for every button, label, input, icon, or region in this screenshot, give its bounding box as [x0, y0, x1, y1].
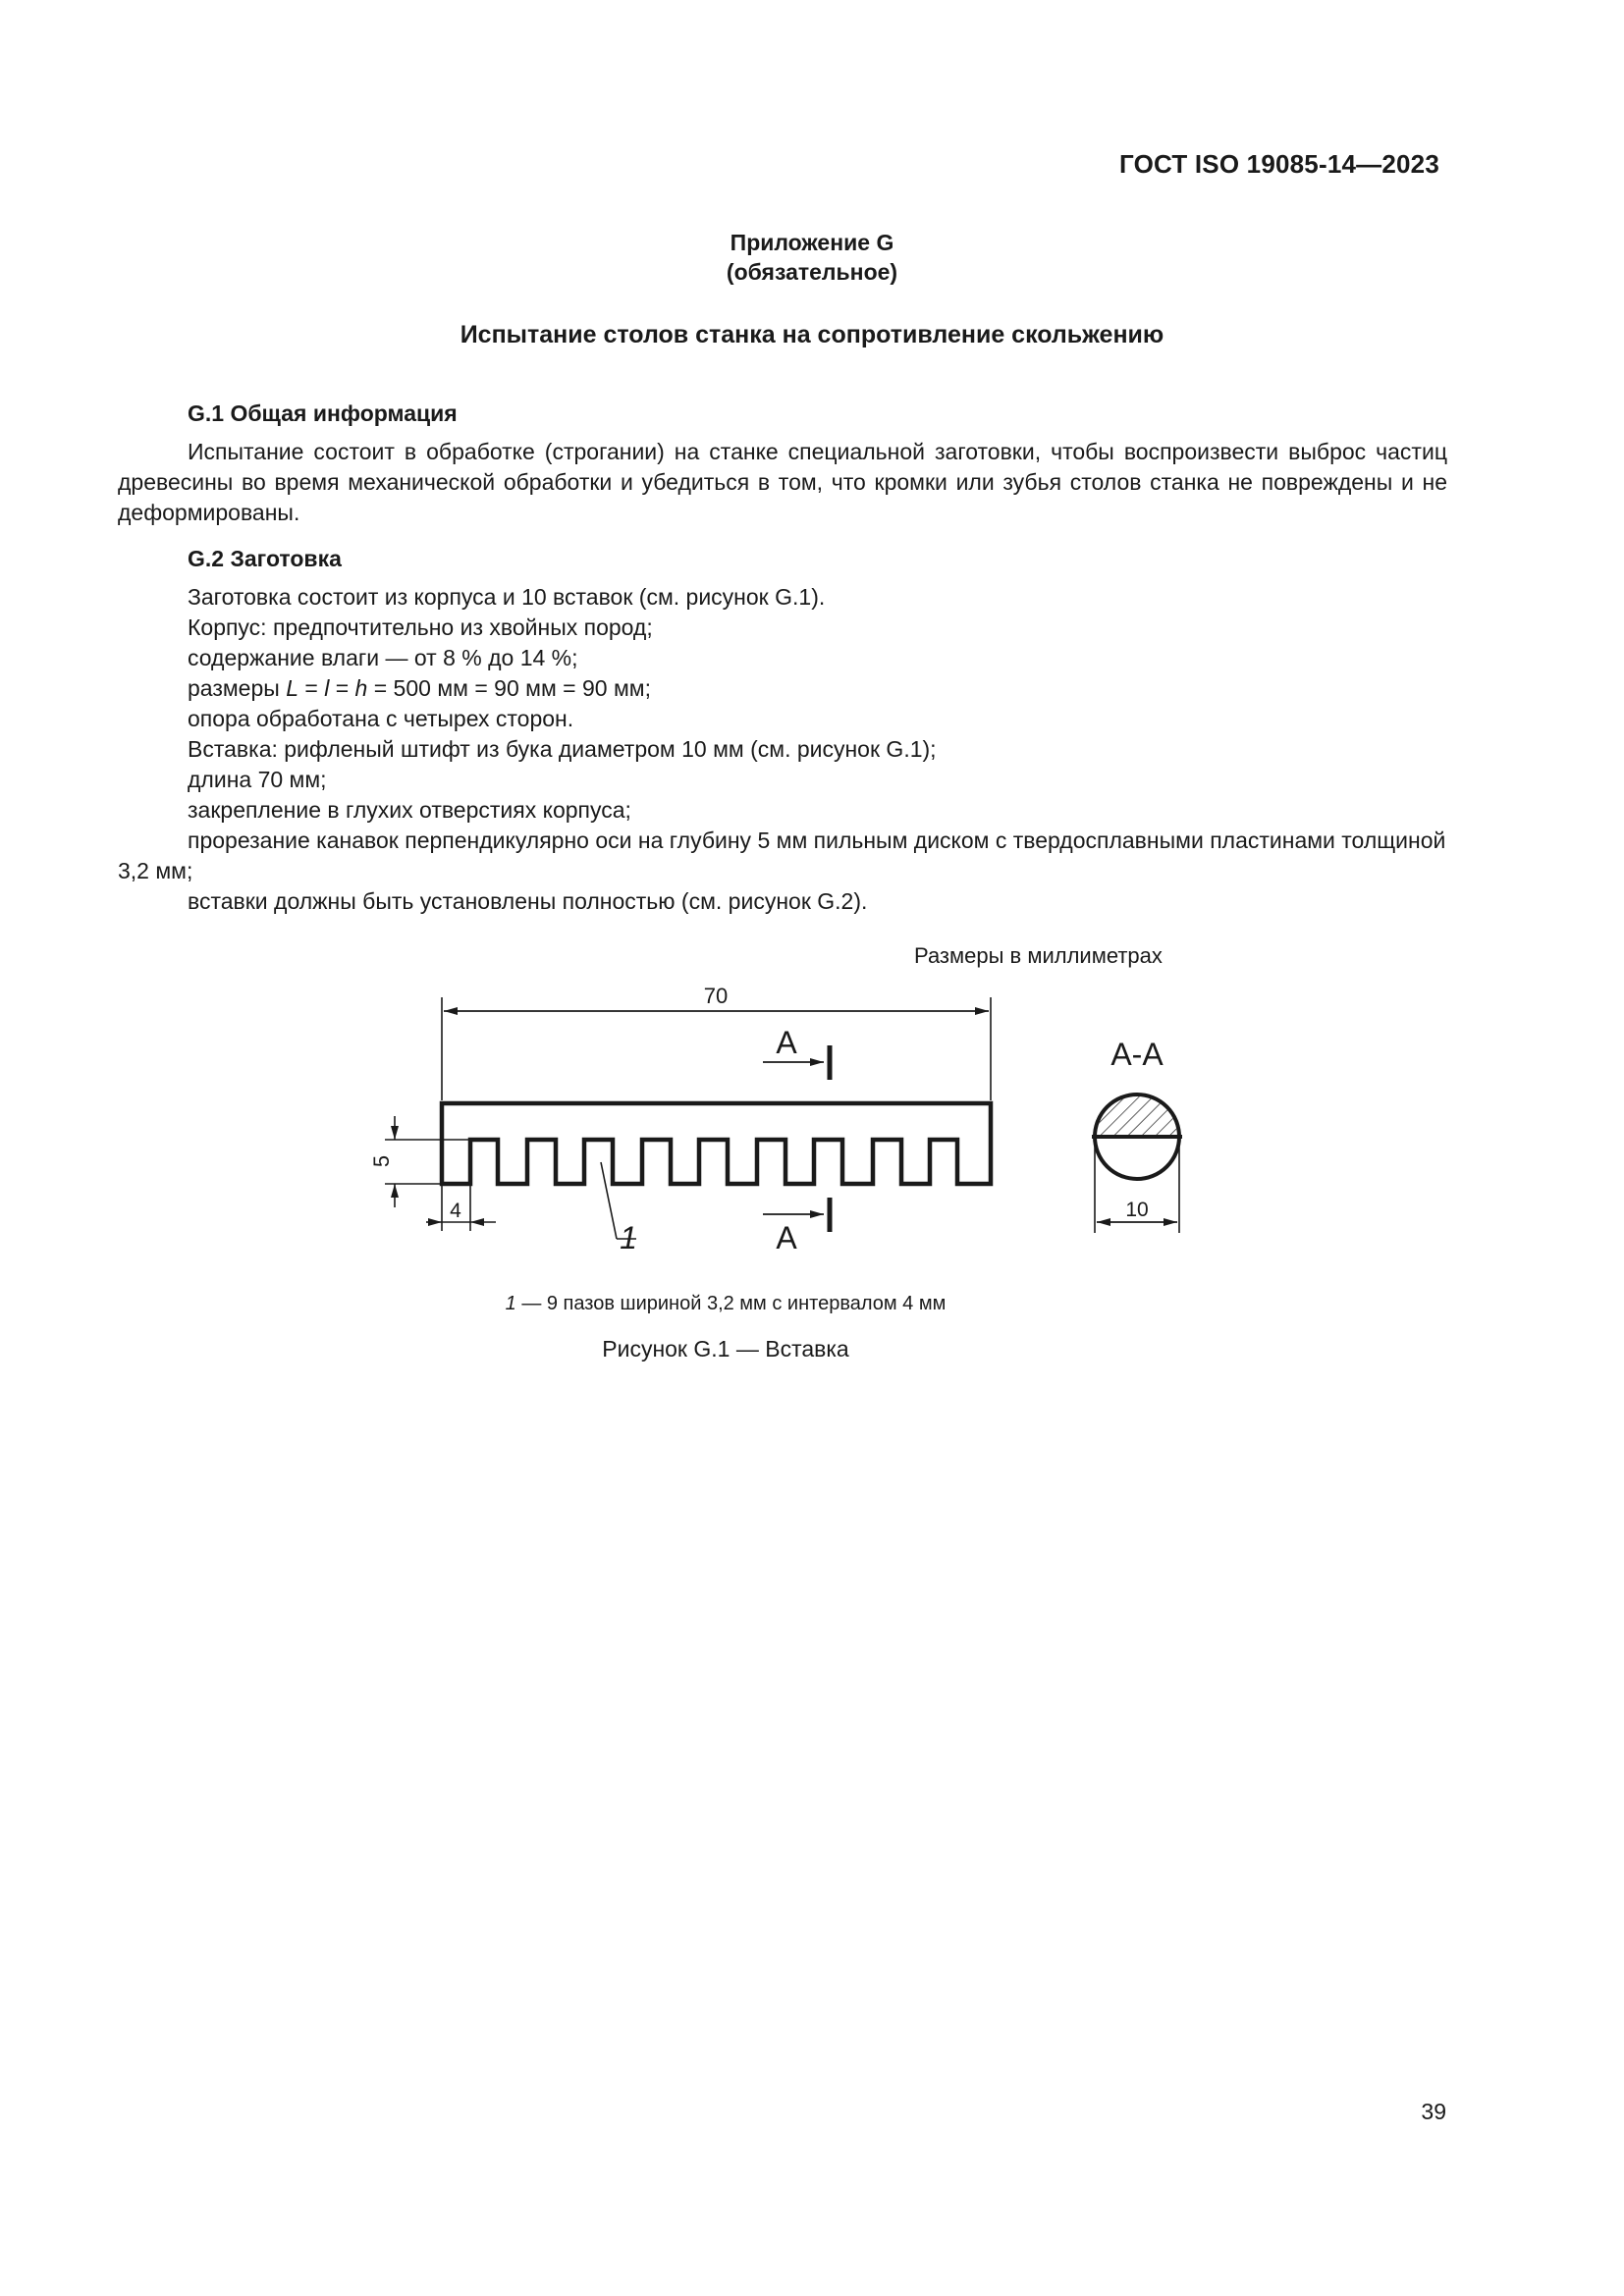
- annex-title: Испытание столов станка на сопротивление скольжению: [460, 321, 1164, 348]
- section-mark-bottom: A: [776, 1220, 797, 1255]
- page-number: 39: [1421, 2099, 1446, 2124]
- g2-line-4-suffix: = 500 мм = 90 мм = 90 мм;: [367, 675, 651, 701]
- g2-line-1: Заготовка состоит из корпуса и 10 вставок (см. рисунок G.1).: [188, 584, 826, 610]
- var-h: h: [354, 675, 368, 701]
- section-mark-top: A: [776, 1025, 797, 1060]
- g2-line-6: Вставка: рифленый штифт из бука диаметром 10 мм (см. рисунок G.1);: [188, 736, 937, 762]
- g2-line-8: закрепление в глухих отверстиях корпуса;: [188, 797, 631, 823]
- callout-1: 1: [620, 1220, 637, 1255]
- dim-interval-label: 4: [450, 1200, 461, 1222]
- figure-note-text: — 9 пазов шириной 3,2 мм с интервалом 4 мм: [515, 1293, 947, 1314]
- g2-line-4-eq1: =: [298, 675, 325, 701]
- section-view-label: A-A: [1110, 1037, 1164, 1072]
- g2-line-10: вставки должны быть установлены полностью (см. рисунок G.2).: [188, 888, 868, 914]
- section-g1-paragraph: Испытание состоит в обработке (строгании) на станке специальной заготовки, чтобы воспроизвести выброс частиц древесины во время механической обработки и убедиться в том, что кромки или зубья столов станка не повреждены и не деформированы.: [118, 439, 1447, 525]
- document-code: ГОСТ ISO 19085-14—2023: [1119, 149, 1439, 179]
- g2-line-4-eq2: =: [329, 675, 355, 701]
- dim-diameter-label: 10: [1125, 1199, 1149, 1221]
- dim-depth-label: 5: [369, 1154, 394, 1168]
- g2-line-5: опора обработана с четырех сторон.: [188, 706, 574, 731]
- var-L: L: [286, 675, 298, 701]
- figure-note: [0, 1293, 1451, 1315]
- figure-units-note: Размеры в миллиметрах: [914, 943, 1163, 968]
- section-g2-heading: G.2 Заготовка: [188, 546, 342, 571]
- annex-label: Приложение G: [730, 230, 894, 255]
- figure-caption: Рисунок G.1 — Вставка: [602, 1336, 849, 1362]
- g2-line-9: прорезание канавок перпендикулярно оси на глубину 5 мм пильным диском с твердосплавными пластинами толщиной 3,2 мм;: [118, 828, 1446, 883]
- section-g1-heading: G.1 Общая информация: [188, 400, 458, 426]
- g2-line-3: содержание влаги — от 8 % до 14 %;: [188, 645, 578, 670]
- figure-note-number: 1: [505, 1293, 516, 1314]
- pin-profile: [442, 1103, 991, 1184]
- g2-line-4-prefix: размеры: [188, 675, 287, 701]
- annex-status: (обязательное): [726, 259, 898, 285]
- var-l: l: [324, 675, 330, 701]
- dim-length-label: 70: [703, 984, 729, 1008]
- g2-line-7: длина 70 мм;: [188, 767, 327, 792]
- g2-line-2: Корпус: предпочтительно из хвойных пород;: [188, 614, 653, 640]
